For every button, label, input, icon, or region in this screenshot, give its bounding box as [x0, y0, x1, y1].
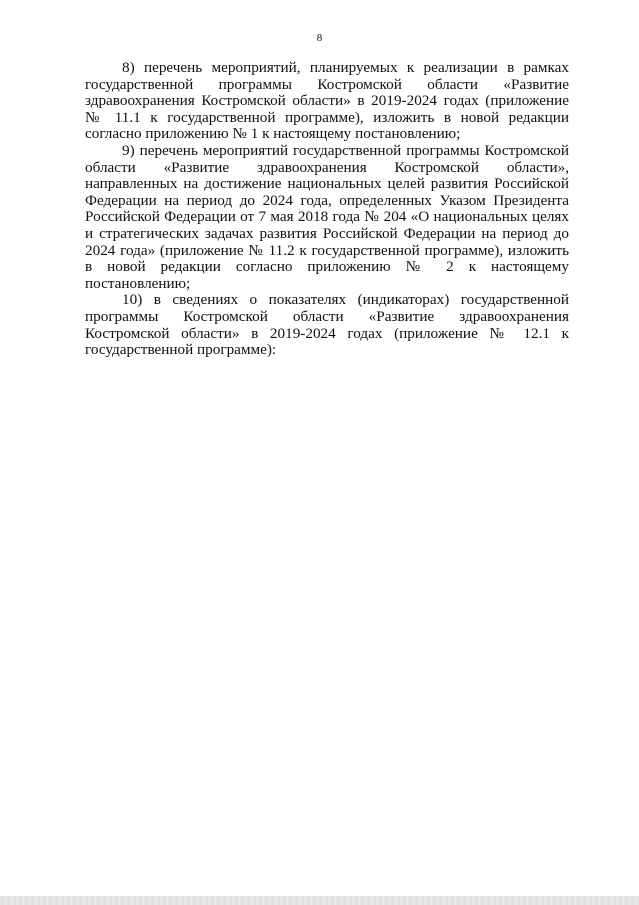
document-body — [85, 60, 569, 359]
paragraph-item-8: 8) перечень мероприятий, планируемых к реализации в рамках государственной программы Костромской области «Развитие здравоохранения Костромской области» в 2019-2024 годах (приложение № 11.1 к государственной программе), изложить в новой редакции согласно приложению № 1 к настоящему постановлению; — [85, 59, 569, 143]
scan-edge-strip — [0, 896, 639, 905]
paragraph-item-10: 10) в сведениях о показателях (индикаторах) государственной программы Костромской области «Развитие здравоохранения Костромской области» в 2019-2024 годах (приложение № 12.1 к государственной программе): — [85, 291, 569, 359]
paragraph-item-9: 9) перечень мероприятий государственной программы Костромской области «Развитие здравоохранения Костромской области», направленных на достижение национальных целей развития Российской Федерации на период до 2024 года, определенных Указом Президента Российской Федерации от 7 мая 2018 года № 204 «О национальных целях и стратегических задачах развития Российской Федерации на период до 2024 года» (приложение № 11.2 к государственной программе), изложить в новой редакции согласно приложению № 2 к настоящему постановлению; — [85, 141, 569, 292]
page-number: 8 — [316, 32, 323, 44]
